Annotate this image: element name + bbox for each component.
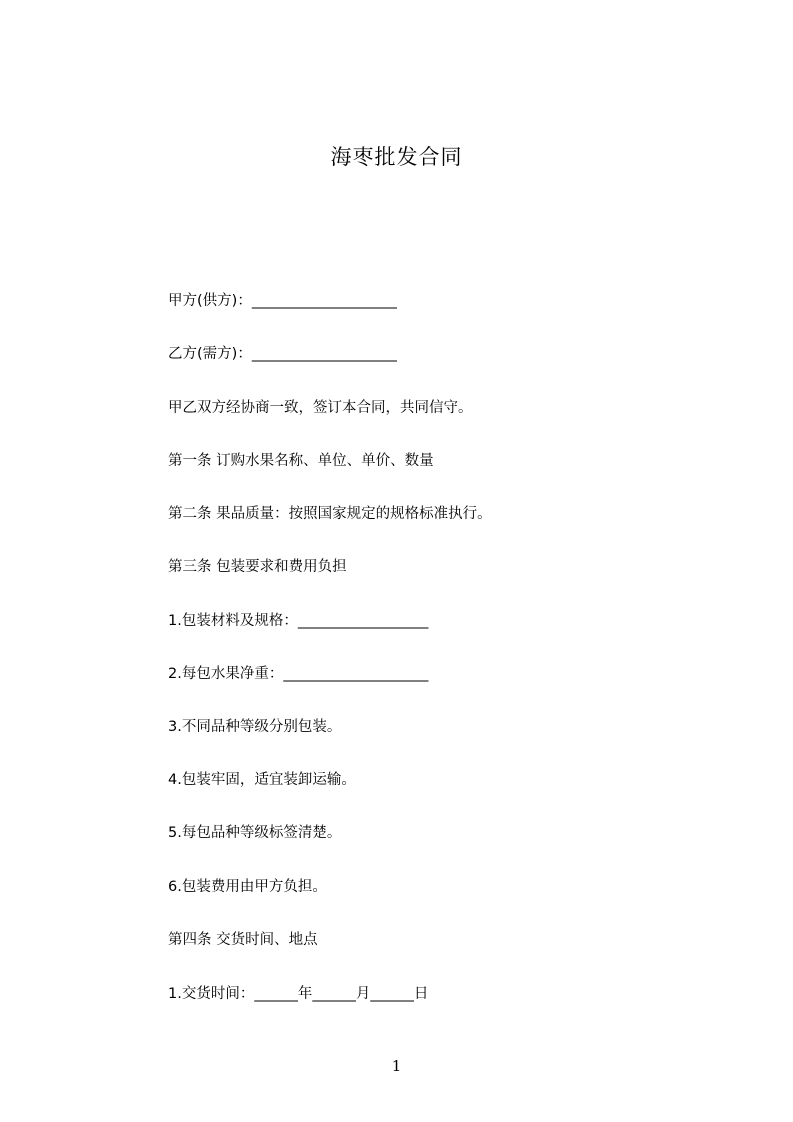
article-3-item-4: 4.包装牢固，适宜装卸运输。 [168,772,356,788]
article-2-heading: 第二条 果品质量：按照国家规定的规格标准执行。 [168,506,492,522]
article-3-heading: 第三条 包装要求和费用负担 [168,559,347,575]
page-number: 1 [391,1057,402,1075]
article-3-item-2: 2.每包水果净重：____________________ [168,666,429,682]
article-3-item-5: 5.每包品种等级标签清楚。 [168,825,342,841]
article-4-item-1: 1.交货时间：______年______月______日 [168,986,429,1002]
party-a-line: 甲方(供方)：____________________ [168,293,397,309]
article-4-heading: 第四条 交货时间、地点 [168,932,318,948]
party-b-line: 乙方(需方)：____________________ [168,346,397,362]
article-3-item-1: 1.包装材料及规格：__________________ [168,613,429,629]
agreement-statement: 甲乙双方经协商一致，签订本合同，共同信守。 [168,400,473,416]
article-1-heading: 第一条 订购水果名称、单位、单价、数量 [168,453,434,469]
article-3-item-6: 6.包装费用由甲方负担。 [168,879,327,895]
article-3-item-3: 3.不同品种等级分别包装。 [168,719,342,735]
document-title: 海枣批发合同 [330,145,463,169]
